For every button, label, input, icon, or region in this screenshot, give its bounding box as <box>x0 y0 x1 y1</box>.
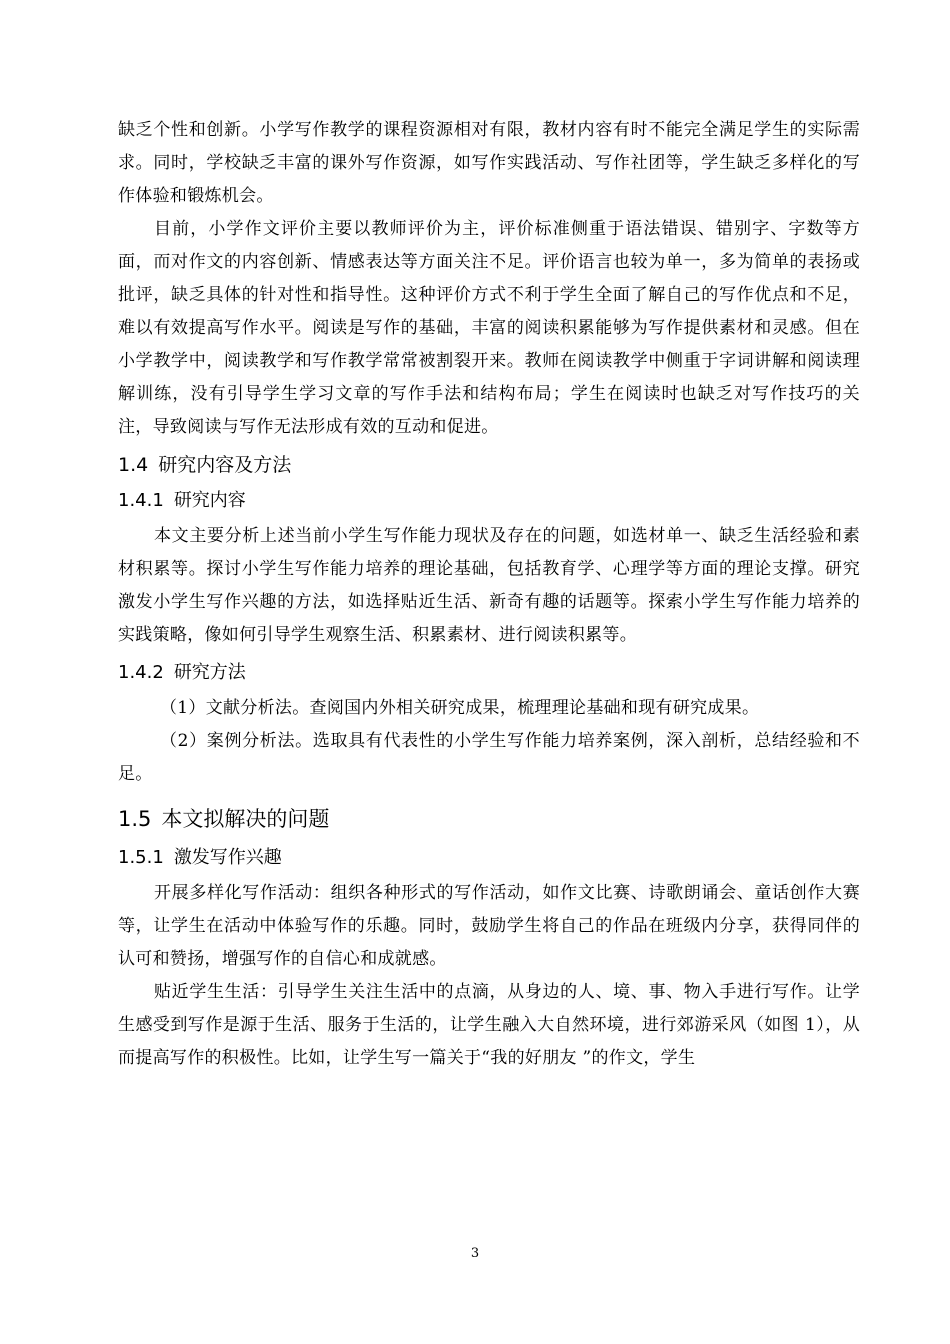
page-content <box>118 114 860 1075</box>
heading-title: 本文拟解决的问题 <box>161 807 330 831</box>
heading-1-5-1 <box>118 843 860 873</box>
heading-title: 激发写作兴趣 <box>173 847 282 868</box>
paragraph-method-1: （1）文献分析法。查阅国内外相关研究成果，梳理理论基础和现有研究成果。 <box>160 698 760 718</box>
heading-title: 研究内容 <box>173 490 246 511</box>
heading-number: 1.4 <box>118 454 149 476</box>
heading-1-4-2 <box>118 658 860 688</box>
paragraph-continuation: 缺乏个性和创新。小学写作教学的课程资源相对有限，教材内容有时不能完全满足学生的实际需求。同时，学校缺乏丰富的课外写作资源，如写作实践活动、写作社团等，学生缺乏多样化的写作体验和锻炼机会。 <box>118 120 860 206</box>
heading-title: 研究方法 <box>173 662 246 683</box>
page-number: 3 <box>470 1246 480 1261</box>
paragraph-evaluation: 目前，小学作文评价主要以教师评价为主，评价标准侧重于语法错误、错别字、字数等方面，而对作文的内容创新、情感表达等方面关注不足。评价语言也较为单一，多为简单的表扬或批评，缺乏具体的针对性和指导性。这种评价方式不利于学生全面了解自己的写作优点和不足，难以有效提高写作水平。阅读是写作的基础，丰富的阅读积累能够为写作提供素材和灵感。但在小学教学中，阅读教学和写作教学常常被割裂开来。教师在阅读教学中侧重于字词讲解和阅读理解训练，没有引导学生学习文章的写作手法和结构布局；学生在阅读时也缺乏对写作技巧的关注，导致阅读与写作无法形成有效的互动和促进。 <box>118 219 860 437</box>
heading-title: 研究内容及方法 <box>158 454 292 476</box>
paragraph-activities: 开展多样化写作活动：组织各种形式的写作活动，如作文比赛、诗歌朗诵会、童话创作大赛等，让学生在活动中体验写作的乐趣。同时，鼓励学生将自己的作品在班级内分享，获得同伴的认可和赞扬，增强写作的自信心和成就感。 <box>118 883 860 969</box>
paragraph-research-content: 本文主要分析上述当前小学生写作能力现状及存在的问题，如选材单一、缺乏生活经验和素材积累等。探讨小学生写作能力培养的理论基础，包括教育学、心理学等方面的理论支撑。研究激发小学生写作兴趣的方法，如选择贴近生活、新奇有趣的话题等。探索小学生写作能力培养的实践策略，像如何引导学生观察生活、积累素材、进行阅读积累等。 <box>118 526 860 645</box>
heading-1-4-1 <box>118 486 860 516</box>
paragraph-life: 贴近学生生活：引导学生关注生活中的点滴，从身边的人、境、事、物入手进行写作。让学生感受到写作是源于生活、服务于生活的，让学生融入大自然环境，进行郊游采风（如图 1），从而提高写作的积极性。比如，让学生写一篇关于“我的好朋友 ”的作文，学生 <box>118 982 860 1068</box>
heading-number: 1.4.1 <box>118 490 164 511</box>
heading-number: 1.4.2 <box>118 662 164 683</box>
heading-number: 1.5.1 <box>118 847 164 868</box>
paragraph-method-2: （2）案例分析法。选取具有代表性的小学生写作能力培养案例，深入剖析，总结经验和不足。 <box>118 731 860 784</box>
heading-1-4 <box>118 450 860 480</box>
heading-1-5 <box>118 803 860 835</box>
heading-number: 1.5 <box>118 807 152 831</box>
